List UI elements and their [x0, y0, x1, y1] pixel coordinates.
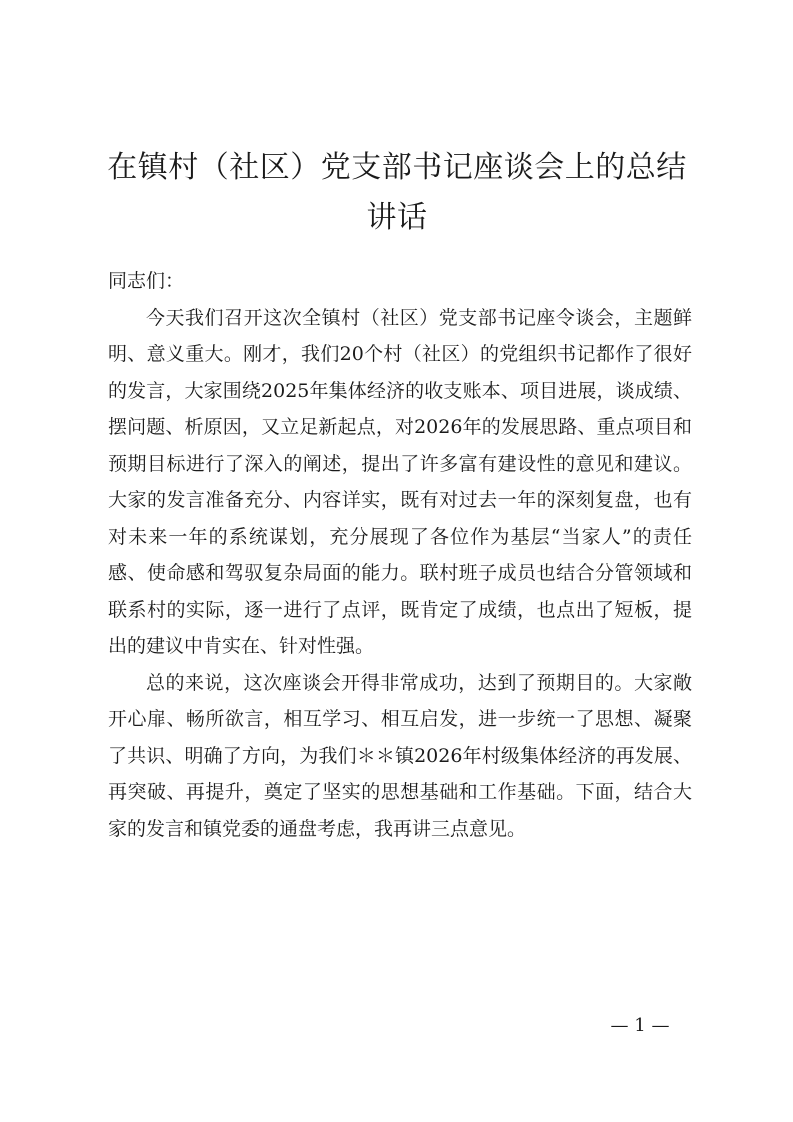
document-title: 在镇村（社区）党支部书记座谈会上的总结讲话: [107, 150, 687, 235]
page-number: — 1 —: [610, 1015, 670, 1036]
salutation: 同志们：: [108, 270, 185, 292]
body-paragraph-1: 今天我们召开这次全镇村（社区）党支部书记座令谈会，主题鲜明、意义重大。刚才，我们20个村（社区）的党组织书记都作了很好的发言，大家围绕2025年集体经济的收支账本、项目进展，谈成绩、摆问题、析原因，又立足新起点，对2026年的发展思路、重点项目和预期目标进行了深入的阐述，提出了许多富有建设性的意见和建议。大家的发言准备充分、内容详实，既有对过去一年的深刻复盘，也有对未来一年的系统谋划，充分展现了各位作为基层“当家人”的责任感、使命感和驾驭复杂局面的能力。联村班子成员也结合分管领域和联系村的实际，逐一进行了点评，既肯定了成绩，也点出了短板，提出的建议中肯实在、针对性强。: [108, 306, 692, 657]
body-paragraph-2: 总的来说，这次座谈会开得非常成功，达到了预期目的。大家敞开心扉、畅所欲言，相互学习、相互启发，进一步统一了思想、凝聚了共识、明确了方向，为我们＊＊镇2026年村级集体经济的再发展、再突破、再提升，奠定了坚实的思想基础和工作基础。下面，结合大家的发言和镇党委的通盘考虑，我再讲三点意见。: [108, 671, 692, 840]
document-body: [108, 263, 692, 847]
